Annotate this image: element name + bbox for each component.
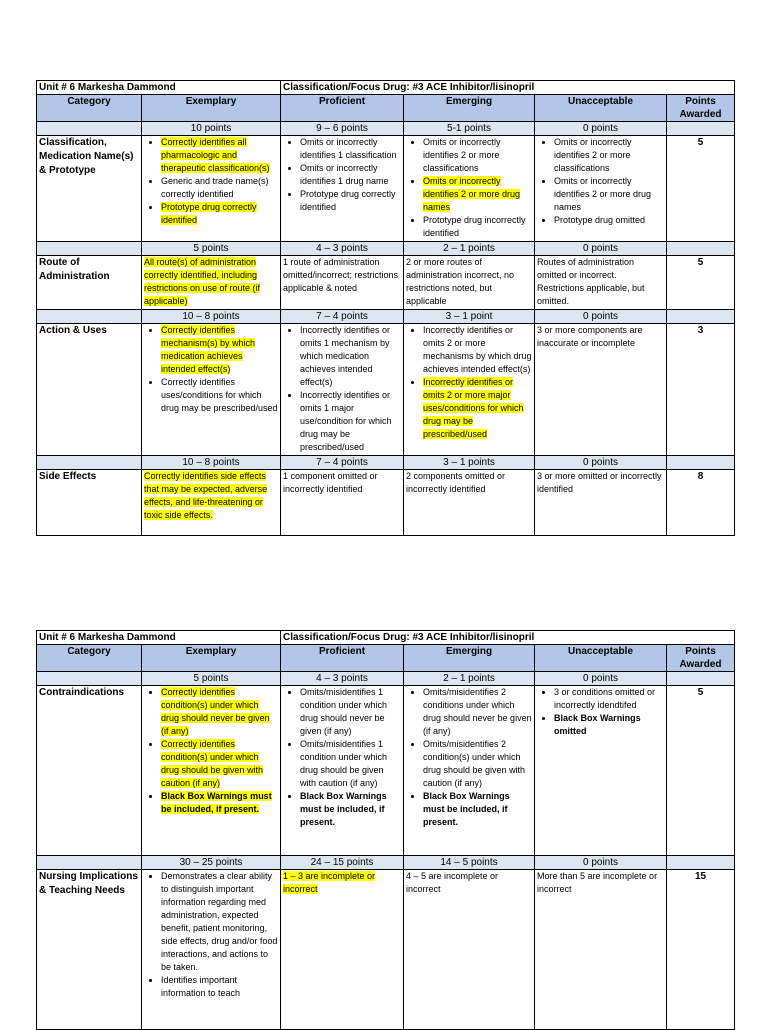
header-points-awarded: Points Awarded — [667, 645, 735, 672]
unacceptable-cell — [535, 324, 667, 456]
criteria-text: Generic and trade name(s) correctly identified — [161, 176, 269, 199]
unacceptable-cell — [535, 470, 667, 536]
criteria-text: Omits/misidentifies 1 condition under which drug should be given with caution (if any) — [300, 739, 388, 788]
header-unacceptable: Unacceptable — [535, 95, 667, 122]
points-emerging: 2 – 1 points — [404, 242, 535, 256]
points-blank — [37, 456, 142, 470]
points-proficient: 9 – 6 points — [281, 122, 404, 136]
unit-student-title: Unit # 6 Markesha Dammond — [37, 81, 281, 95]
proficient-cell — [281, 324, 404, 456]
points-proficient: 7 – 4 points — [281, 456, 404, 470]
rubric-table-1 — [36, 80, 735, 536]
criteria-text: Black Box Warnings must be included, if present. — [161, 791, 272, 814]
criteria-item — [161, 870, 278, 974]
criteria-text: Prototype drug correctly identified — [300, 189, 396, 212]
header-exemplary: Exemplary — [142, 95, 281, 122]
points-proficient: 7 – 4 points — [281, 310, 404, 324]
exemplary-cell — [142, 870, 281, 1030]
emerging-cell — [404, 686, 535, 856]
criteria-item — [423, 324, 532, 376]
criteria-list — [406, 686, 532, 829]
points-blank — [37, 672, 142, 686]
criteria-text: Demonstrates a clear ability to distinguish important information regarding med administration, expected benefit, patient monitoring, side effects, drug and/or food interactions, and actions to be taken. — [161, 871, 278, 972]
category-nursing-implications: Nursing Implications & Teaching Needs — [37, 870, 142, 1030]
proficient-text: 1 – 3 are incomplete or incorrect — [283, 871, 376, 894]
criteria-list — [144, 870, 278, 1000]
criteria-item — [300, 136, 401, 162]
criteria-item — [554, 712, 664, 738]
criteria-item — [300, 686, 401, 738]
criteria-list — [283, 324, 401, 454]
criteria-list — [537, 686, 664, 738]
criteria-text: Black Box Warnings omitted — [554, 713, 641, 736]
focus-drug-title: Classification/Focus Drug: #3 ACE Inhibitor/lisinopril — [281, 631, 735, 645]
proficient-cell — [281, 870, 404, 1030]
criteria-text: Omits or incorrectly identifies 2 or more classifications — [554, 137, 632, 173]
exemplary-cell — [142, 686, 281, 856]
points-unacceptable: 0 points — [535, 122, 667, 136]
criteria-text: Incorrectly identifies or omits 2 or more mechanisms by which drug achieves intended effect(s) — [423, 325, 532, 374]
criteria-item — [300, 162, 401, 188]
criteria-text: Correctly identifies condition(s) under which drug should be given with caution (if any) — [161, 739, 264, 788]
criteria-list — [144, 136, 278, 227]
points-blank — [667, 310, 735, 324]
header-points-awarded: Points Awarded — [667, 95, 735, 122]
criteria-text: Omits or incorrectly identifies 2 or more drug names — [554, 176, 652, 212]
criteria-item — [423, 376, 532, 441]
points-blank — [37, 122, 142, 136]
points-proficient: 4 – 3 points — [281, 242, 404, 256]
criteria-item — [554, 136, 664, 175]
proficient-cell — [281, 686, 404, 856]
emerging-cell — [404, 470, 535, 536]
exemplary-cell — [142, 470, 281, 536]
exemplary-cell — [142, 324, 281, 456]
unacceptable-text: 3 or more omitted or incorrectly identified — [537, 471, 662, 494]
criteria-item — [161, 201, 278, 227]
criteria-text: Incorrectly identifies or omits 1 major use/condition for which drug may be prescribed/used — [300, 390, 392, 452]
criteria-text: Correctly identifies condition(s) under which drug should never be given (if any) — [161, 687, 270, 736]
points-exemplary: 5 points — [142, 242, 281, 256]
header-category: Category — [37, 95, 142, 122]
header-emerging: Emerging — [404, 95, 535, 122]
header-proficient: Proficient — [281, 645, 404, 672]
points-blank — [667, 456, 735, 470]
emerging-text: 4 – 5 are incomplete or incorrect — [406, 871, 499, 894]
category-action-uses: Action & Uses — [37, 324, 142, 456]
points-emerging: 14 – 5 points — [404, 856, 535, 870]
criteria-list — [144, 324, 278, 415]
criteria-item — [161, 376, 278, 415]
points-emerging: 2 – 1 points — [404, 672, 535, 686]
category-side-effects: Side Effects — [37, 470, 142, 536]
criteria-item — [300, 790, 401, 829]
criteria-item — [300, 188, 401, 214]
points-blank — [667, 856, 735, 870]
criteria-text: Correctly identifies uses/conditions for which drug may be prescribed/used — [161, 377, 278, 413]
points-blank — [667, 242, 735, 256]
criteria-text: Incorrectly identifies or omits 1 mechanism by which medication achieves intended effect(s) — [300, 325, 391, 387]
points-awarded-value: 5 — [667, 686, 735, 856]
criteria-text: Prototype drug omitted — [554, 215, 646, 225]
points-blank — [37, 242, 142, 256]
points-unacceptable: 0 points — [535, 456, 667, 470]
emerging-text: 2 or more routes of administration incorrect, no restrictions noted, but applicable — [406, 257, 515, 306]
criteria-list — [406, 324, 532, 441]
criteria-item — [423, 214, 532, 240]
emerging-cell — [404, 324, 535, 456]
criteria-text: Black Box Warnings must be included, if present. — [423, 791, 510, 827]
proficient-cell — [281, 256, 404, 310]
criteria-text: Correctly identifies all pharmacologic and therapeutic classification(s) — [161, 137, 270, 173]
category-classification: Classification, Medication Name(s) & Prototype — [37, 136, 142, 242]
points-awarded-value: 5 — [667, 256, 735, 310]
rubric-table-2 — [36, 630, 735, 1030]
points-proficient: 24 – 15 points — [281, 856, 404, 870]
criteria-item — [554, 214, 664, 227]
points-awarded-value: 15 — [667, 870, 735, 1030]
points-emerging: 5-1 points — [404, 122, 535, 136]
criteria-list — [144, 686, 278, 816]
header-emerging: Emerging — [404, 645, 535, 672]
points-exemplary: 10 – 8 points — [142, 310, 281, 324]
points-blank — [667, 122, 735, 136]
points-emerging: 3 – 1 points — [404, 456, 535, 470]
criteria-text: Omits or incorrectly identifies 2 or more classifications — [423, 137, 501, 173]
emerging-cell — [404, 870, 535, 1030]
criteria-item — [161, 324, 278, 376]
emerging-cell — [404, 136, 535, 242]
points-awarded-value: 5 — [667, 136, 735, 242]
points-exemplary: 10 points — [142, 122, 281, 136]
emerging-text: 2 components omitted or incorrectly identified — [406, 471, 506, 494]
unit-student-title: Unit # 6 Markesha Dammond — [37, 631, 281, 645]
criteria-item — [423, 686, 532, 738]
points-exemplary: 5 points — [142, 672, 281, 686]
criteria-item — [423, 738, 532, 790]
header-exemplary: Exemplary — [142, 645, 281, 672]
unacceptable-cell — [535, 256, 667, 310]
criteria-text: Omits/misidentifies 2 condition(s) under which drug should be given with caution (if any) — [423, 739, 526, 788]
criteria-text: Omits or incorrectly identifies 1 drug name — [300, 163, 389, 186]
points-proficient: 4 – 3 points — [281, 672, 404, 686]
criteria-item — [161, 686, 278, 738]
criteria-item — [161, 790, 278, 816]
proficient-cell — [281, 470, 404, 536]
unacceptable-text: More than 5 are incomplete or incorrect — [537, 871, 658, 894]
proficient-cell — [281, 136, 404, 242]
points-unacceptable: 0 points — [535, 672, 667, 686]
criteria-text: Correctly identifies mechanism(s) by which medication achieves intended effect(s) — [161, 325, 256, 374]
criteria-item — [423, 136, 532, 175]
points-unacceptable: 0 points — [535, 242, 667, 256]
points-exemplary: 10 – 8 points — [142, 456, 281, 470]
points-blank — [667, 672, 735, 686]
criteria-text: Identifies important information to teach — [161, 975, 241, 998]
unacceptable-cell — [535, 686, 667, 856]
category-contraindications: Contraindications — [37, 686, 142, 856]
focus-drug-title: Classification/Focus Drug: #3 ACE Inhibitor/lisinopril — [281, 81, 735, 95]
points-blank — [37, 310, 142, 324]
points-awarded-value: 3 — [667, 324, 735, 456]
criteria-item — [554, 175, 664, 214]
exemplary-text: All route(s) of administration correctly identified, including restrictions on use of route (if applicable) — [144, 257, 261, 306]
criteria-text: Omits or incorrectly identifies 1 classification — [300, 137, 397, 160]
criteria-text: Omits/misidentifies 1 condition under which drug should never be given (if any) — [300, 687, 388, 736]
exemplary-cell — [142, 256, 281, 310]
criteria-text: 3 or conditions omitted or incorrectly idendtifed — [554, 687, 656, 710]
criteria-item — [554, 686, 664, 712]
points-unacceptable: 0 points — [535, 856, 667, 870]
exemplary-text: Correctly identifies side effects that may be expected, adverse effects, and life-threatening or toxic side effects. — [144, 471, 268, 520]
unacceptable-text: Routes of administration omitted or incorrect. Restrictions applicable, but omitted. — [537, 257, 645, 306]
criteria-item — [423, 790, 532, 829]
exemplary-cell — [142, 136, 281, 242]
category-route: Route of Administration — [37, 256, 142, 310]
emerging-cell — [404, 256, 535, 310]
criteria-text: Prototype drug incorrectly identified — [423, 215, 526, 238]
header-category: Category — [37, 645, 142, 672]
unacceptable-cell — [535, 136, 667, 242]
points-emerging: 3 – 1 point — [404, 310, 535, 324]
criteria-text: Omits or incorrectly identifies 2 or more drug names — [423, 176, 521, 212]
criteria-list — [537, 136, 664, 227]
criteria-text: Prototype drug correctly identified — [161, 202, 257, 225]
criteria-item — [161, 136, 278, 175]
criteria-item — [161, 175, 278, 201]
points-awarded-value: 8 — [667, 470, 735, 536]
header-unacceptable: Unacceptable — [535, 645, 667, 672]
points-unacceptable: 0 points — [535, 310, 667, 324]
criteria-list — [283, 136, 401, 214]
criteria-text: Omits/misidentifies 2 conditions under which drug should never be given (if any) — [423, 687, 532, 736]
proficient-text: 1 route of administration omitted/incorrect; restrictions applicable & noted — [283, 257, 399, 293]
criteria-text: Black Box Warnings must be included, if present. — [300, 791, 387, 827]
points-exemplary: 30 – 25 points — [142, 856, 281, 870]
criteria-item — [161, 738, 278, 790]
criteria-list — [283, 686, 401, 829]
criteria-text: Incorrectly identifies or omits 2 or more major uses/conditions for which drug may be prescribed/used — [423, 377, 524, 439]
criteria-item — [300, 389, 401, 454]
criteria-item — [423, 175, 532, 214]
unacceptable-text: 3 or more components are inaccurate or incomplete — [537, 325, 643, 348]
proficient-text: 1 component omitted or incorrectly identified — [283, 471, 378, 494]
criteria-item — [161, 974, 278, 1000]
header-proficient: Proficient — [281, 95, 404, 122]
criteria-item — [300, 324, 401, 389]
points-blank — [37, 856, 142, 870]
criteria-list — [406, 136, 532, 240]
unacceptable-cell — [535, 870, 667, 1030]
criteria-item — [300, 738, 401, 790]
